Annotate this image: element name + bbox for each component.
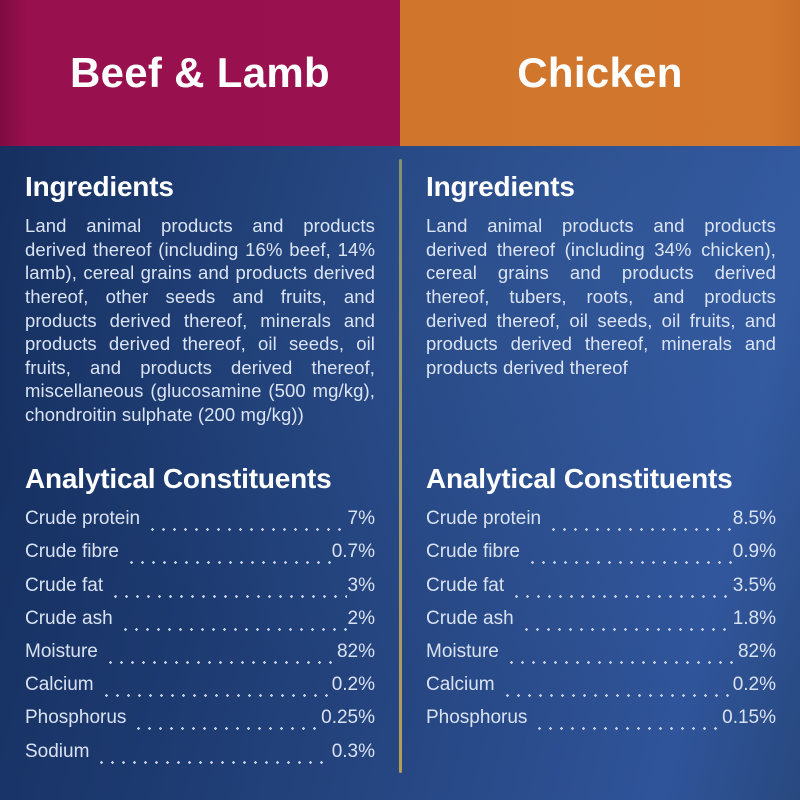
column-chicken: [400, 146, 800, 800]
header-chicken: [400, 0, 800, 146]
analytical-row: [25, 508, 375, 541]
analytical-value: 1.8%: [732, 607, 776, 629]
analytical-row: [25, 608, 375, 641]
analytical-heading: Analytical Constituents: [426, 463, 733, 494]
content-area: [0, 146, 800, 800]
dotted-leader: [110, 595, 346, 598]
analytical-value: 8.5%: [732, 508, 776, 530]
dotted-leader: [527, 561, 732, 564]
analytical-label: Sodium: [25, 740, 90, 762]
analytical-value: 0.2%: [331, 674, 375, 696]
analytical-label: Crude fibre: [426, 541, 520, 563]
dotted-leader: [506, 661, 737, 664]
analytical-row: [426, 508, 776, 541]
ingredients-heading: Ingredients: [426, 171, 575, 202]
dotted-leader: [96, 761, 330, 764]
analytical-label: Crude protein: [25, 508, 141, 530]
dotted-leader: [133, 727, 320, 730]
analytical-label: Calcium: [25, 674, 94, 696]
analytical-row: [25, 575, 375, 608]
analytical-value: 0.3%: [331, 740, 375, 762]
ingredients-heading: Ingredients: [25, 171, 174, 202]
analytical-value: 0.25%: [321, 707, 375, 729]
analytical-label: Crude protein: [426, 508, 542, 530]
analytical-value: 0.15%: [722, 707, 776, 729]
analytical-row: [426, 641, 776, 674]
analytical-row: [25, 741, 375, 774]
analytical-row: [25, 674, 375, 707]
analytical-label: Moisture: [426, 640, 499, 662]
analytical-label: Phosphorus: [25, 707, 127, 729]
ingredients-section: [426, 171, 776, 463]
analytical-row: [25, 641, 375, 674]
analytical-label: Phosphorus: [426, 707, 528, 729]
analytical-row: [25, 707, 375, 740]
header-chicken-title: Chicken: [517, 49, 683, 96]
ingredients-text: Land animal products and products derived thereof (including 34% chicken), cereal grains and products derived thereof, tubers, roots, and products derived thereof, oil seeds, oil fruits, and products derived thereof, minerals and products derived thereof: [426, 215, 776, 378]
header-beef-lamb-title: Beef & Lamb: [69, 49, 331, 96]
analytical-label: Crude fibre: [25, 541, 119, 563]
dotted-leader: [126, 561, 331, 564]
analytical-value: 82%: [737, 640, 776, 662]
analytical-label: Crude ash: [25, 607, 113, 629]
variant-headers: [0, 0, 800, 146]
dotted-leader: [511, 595, 732, 598]
analytical-rows: [25, 508, 375, 774]
column-beef-lamb: [0, 146, 400, 800]
analytical-label: Calcium: [426, 674, 495, 696]
dotted-leader: [548, 528, 732, 531]
analytical-rows: [426, 508, 776, 740]
analytical-row: [426, 674, 776, 707]
ingredients-section: [25, 171, 375, 463]
analytical-row: [25, 541, 375, 574]
analytical-label: Crude fat: [25, 574, 104, 596]
analytical-label: Moisture: [25, 640, 98, 662]
analytical-row: [426, 541, 776, 574]
analytical-row: [426, 608, 776, 641]
header-beef-lamb: [0, 0, 400, 146]
ingredients-text: Land animal products and products derived thereof (including 16% beef, 14% lamb), cereal grains and products derived thereof, other seeds and fruits, and products derived thereof, minerals and products derived thereof, oil seeds, oil fruits, and products derived thereof, miscellaneous (glucosamine (500 mg/kg), chondroitin sulphate (200 mg/kg)): [25, 215, 375, 425]
analytical-value: 2%: [347, 607, 375, 629]
dotted-leader: [502, 694, 732, 697]
analytical-row: [426, 707, 776, 740]
analytical-row: [426, 575, 776, 608]
column-divider: [399, 159, 402, 773]
analytical-label: Crude ash: [426, 607, 514, 629]
analytical-value: 7%: [347, 508, 375, 530]
analytical-heading: Analytical Constituents: [25, 463, 332, 494]
analytical-label: Crude fat: [426, 574, 505, 596]
analytical-value: 3%: [347, 574, 375, 596]
dotted-leader: [521, 628, 732, 631]
analytical-value: 0.9%: [732, 541, 776, 563]
dotted-leader: [147, 528, 346, 531]
analytical-value: 0.2%: [732, 674, 776, 696]
analytical-value: 0.7%: [331, 541, 375, 563]
dotted-leader: [534, 727, 721, 730]
dotted-leader: [120, 628, 347, 631]
analytical-value: 82%: [336, 640, 375, 662]
dotted-leader: [101, 694, 331, 697]
dotted-leader: [105, 661, 336, 664]
analytical-value: 3.5%: [732, 574, 776, 596]
